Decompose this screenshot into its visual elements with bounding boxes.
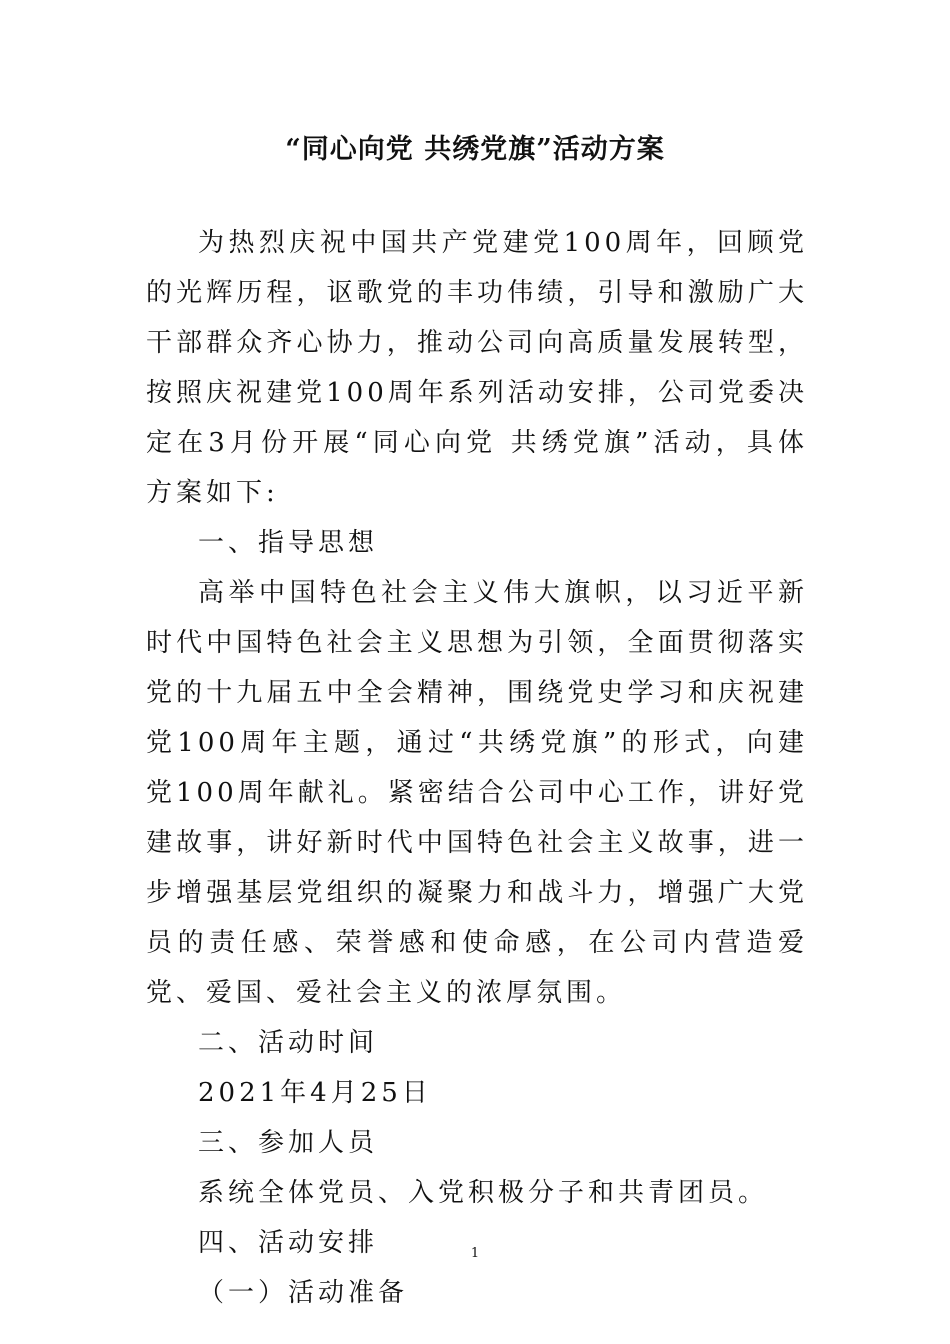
section-heading-participants: 三、参加人员 [198,1128,379,1158]
participants-paragraph: 系统全体党员、入党积极分子和共青团员。 [198,1178,769,1208]
document-title: “同心向党 共绣党旗”活动方案 [285,134,665,165]
guiding-ideology-paragraph: 高举中国特色社会主义伟大旗帜，以习近平新时代中国特色社会主义思想为引领，全面贯彻落实党的十九届五中全会精神，围绕党史学习和庆祝建党100周年主题，通过“共绣党旗”的形式，向建党100周年献礼。紧密结合公司中心工作，讲好党建故事，讲好新时代中国特色社会主义故事，进一步增强基层党组织的凝聚力和战斗力，增强广大党员的责任感、荣誉感和使命感，在公司内营造爱党、爱国、爱社会主义的浓厚氛围。 [146,578,808,1008]
page-number: 1 [470,1246,480,1261]
subsection-heading-preparation: （一）活动准备 [198,1278,409,1308]
activity-date: 2021年4月25日 [198,1078,432,1108]
section-heading-activity-time: 二、活动时间 [198,1028,379,1058]
intro-paragraph: 为热烈庆祝中国共产党建党100周年，回顾党的光辉历程，讴歌党的丰功伟绩，引导和激励广大干部群众齐心协力，推动公司向高质量发展转型，按照庆祝建党100周年系列活动安排，公司党委决定在3月份开展“同心向党 共绣党旗”活动，具体方案如下: [146,228,808,508]
document-body [146,218,808,1318]
section-heading-guiding-ideology: 一、指导思想 [198,528,379,558]
section-heading-activity-arrangement: 四、活动安排 [198,1228,379,1258]
